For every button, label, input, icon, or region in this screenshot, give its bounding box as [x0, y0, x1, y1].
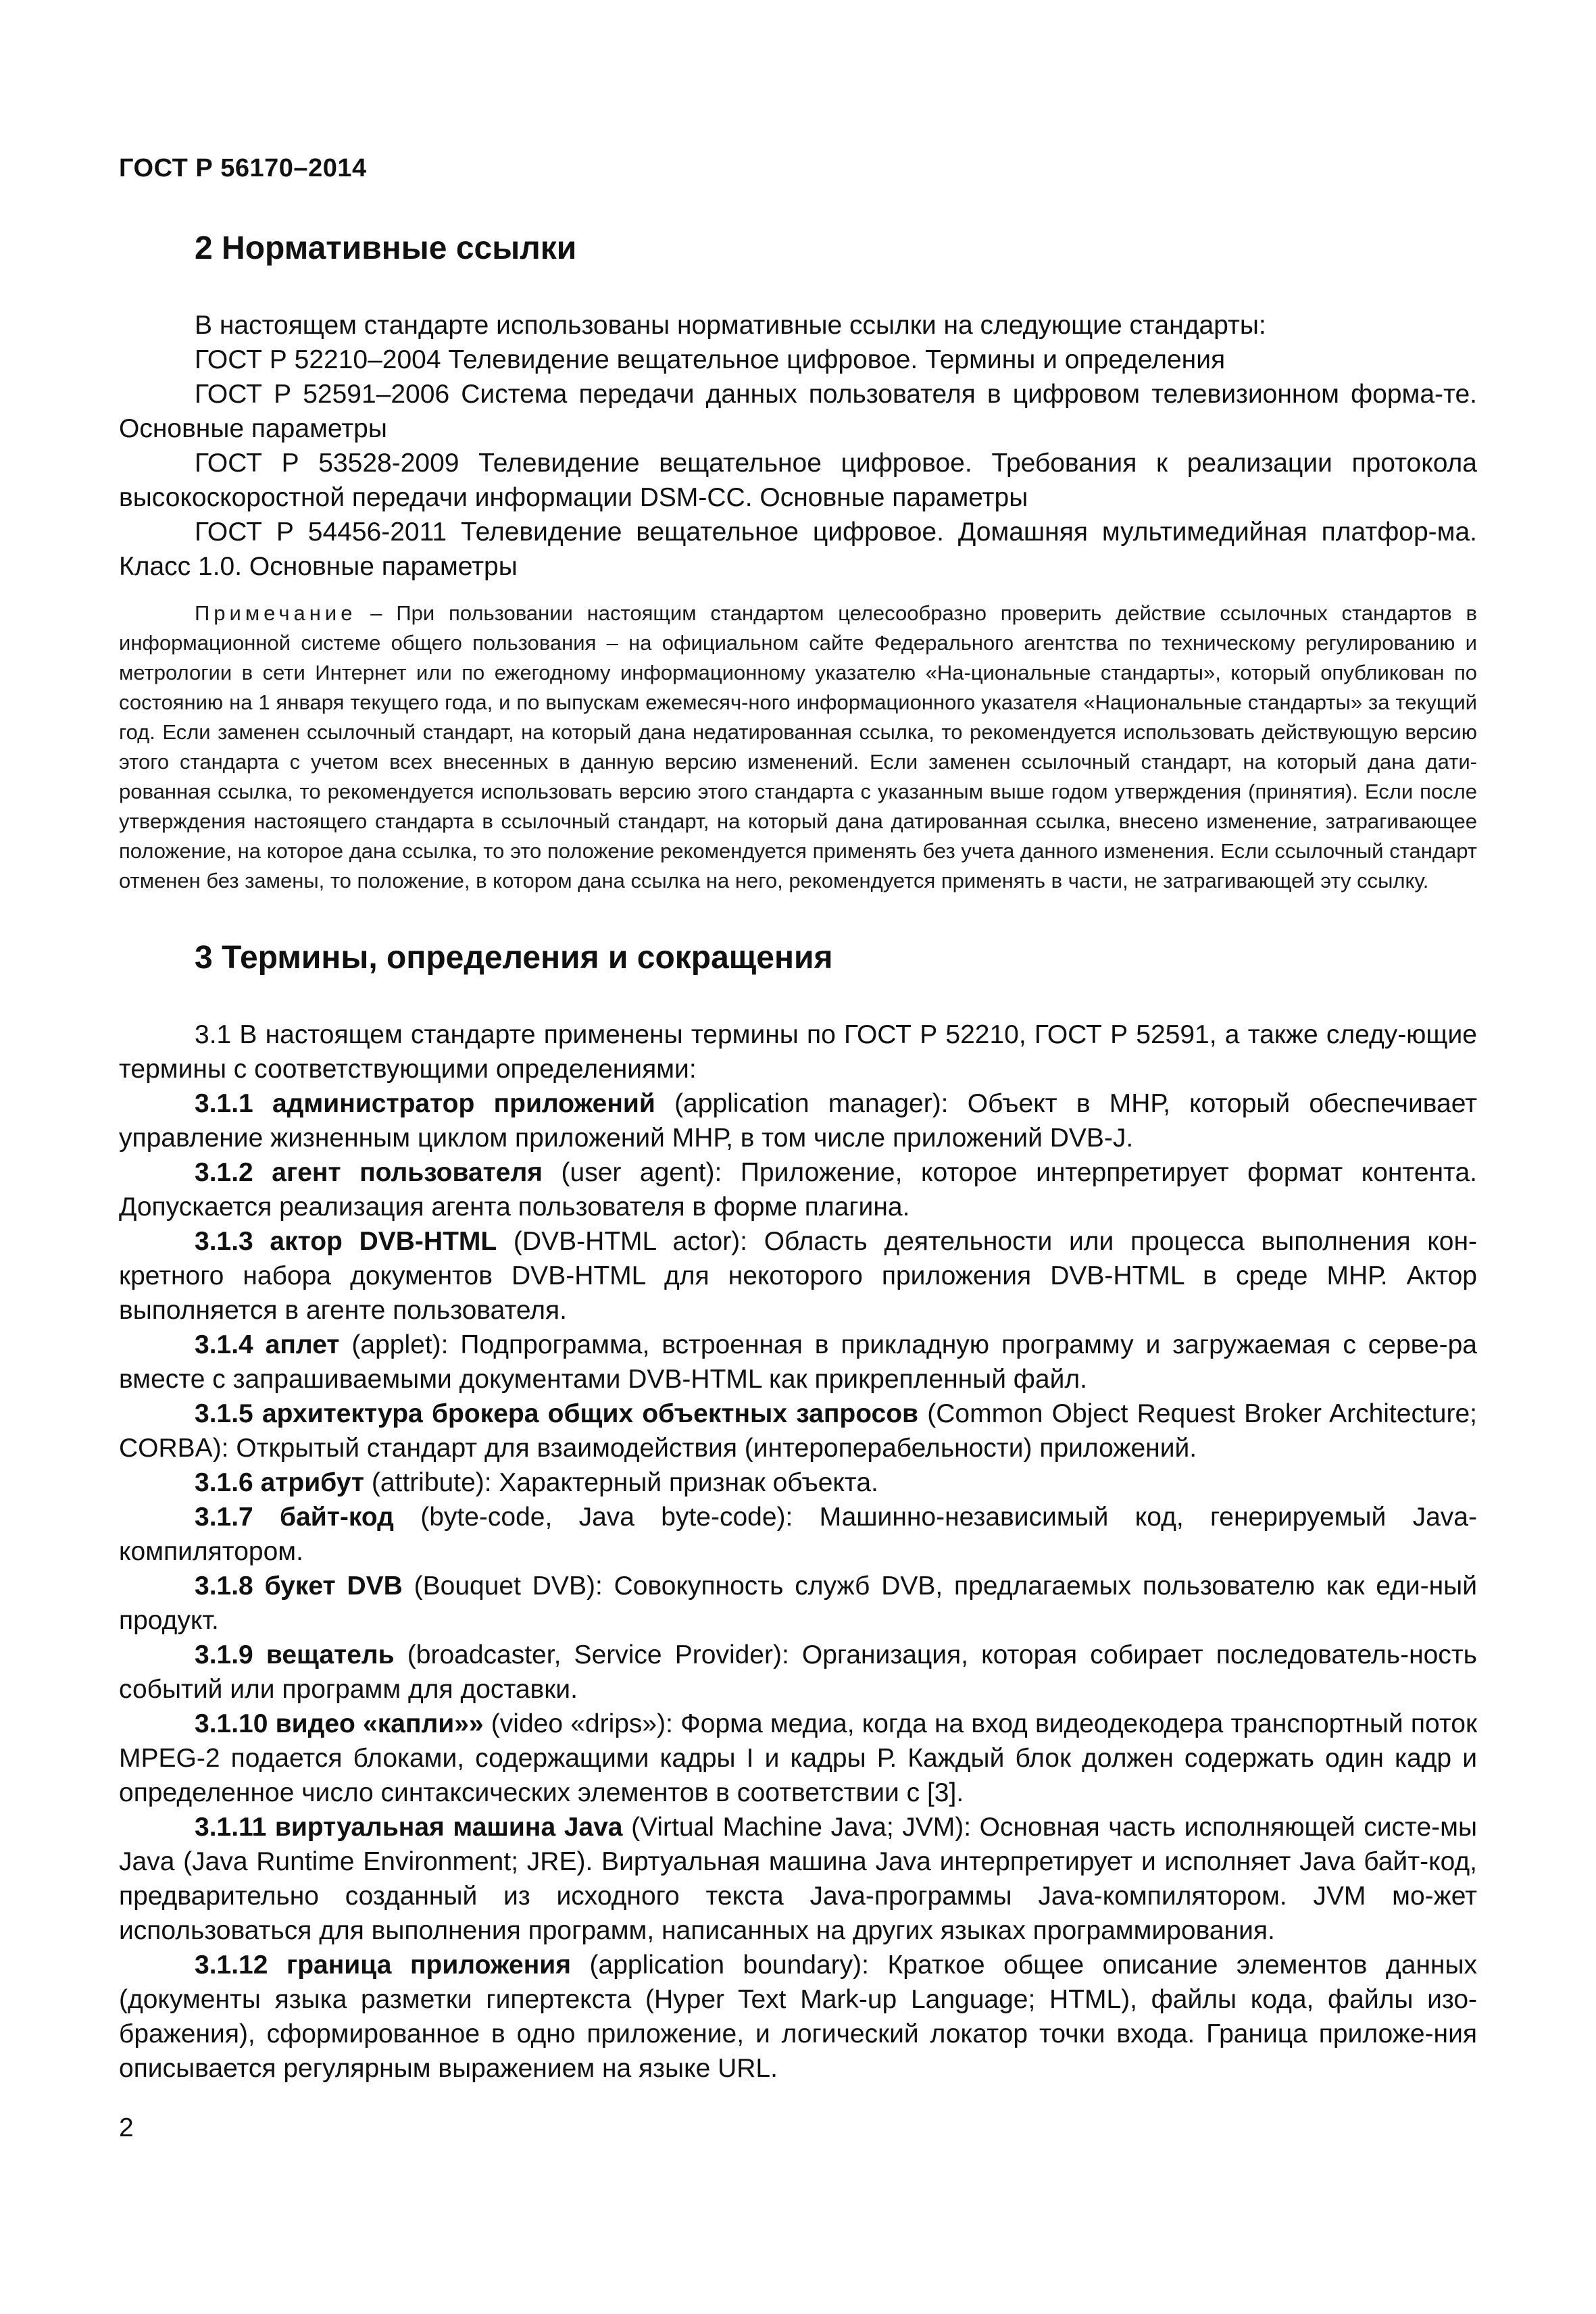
note-text: – При пользовании настоящим стандартом целесообразно проверить действие ссылочных стандартов в информационной системе общего пользования – на официальном сайте Федерального агентства по техническому регулированию и метрологии в сети Интернет или по ежегодному информационному указателю «На-циональные стандарты», который опубликован по состоянию на 1 января текущего года, и по выпускам ежемесяч-ного информационного указателя «Национальные стандарты» за текущий год. Если заменен ссылочный стандарт, на который дана недатированная ссылка, то рекомендуется использовать действующую версию этого стандарта с учетом всех внесенных в данную версию изменений. Если заменен ссылочный стандарт, на который дана дати-рованная ссылка, то рекомендуется использовать версию этого стандарта с указанным выше годом утверждения (принятия). Если после утверждения настоящего стандарта в ссылочный стандарт, на который дана датированная ссылка, внесено изменение, затрагивающее положение, на которое дана ссылка, то это положение рекомендуется применять без учета данного изменения. Если ссылочный стандарт отменен без замены, то положение, в котором дана ссылка на него, рекомендуется применять в части, не затрагивающей эту ссылку. — [119, 601, 1477, 892]
term-definition — [119, 1810, 1477, 1948]
reference-intro: В настоящем стандарте использованы нормативные ссылки на следующие стандарты: — [195, 311, 1266, 340]
term-text: (Bouquet DVB): Совокупность служб DVB, предлагаемых пользователю как еди-ный продукт. — [119, 1571, 1477, 1635]
reference-item: ГОСТ Р 54456-2011 Телевидение вещательное цифровое. Домашняя мультимедийная платфор-ма. Класс 1.0. Основные параметры — [119, 518, 1477, 581]
term-name: 3.1.11 виртуальная машина Java — [195, 1813, 623, 1842]
term-name: 3.1.6 атрибут — [195, 1468, 365, 1497]
term-definition — [119, 1569, 1477, 1638]
term-text: (application manager): Объект в МНР, который обеспечивает управление жизненным циклом приложений МНР, в том числе приложений DVB-J. — [119, 1089, 1477, 1153]
section-2-title: 2 Нормативные ссылки — [195, 230, 577, 266]
reference-note — [119, 599, 1477, 896]
term-text: (broadcaster, Service Provider): Организация, которая собирает последователь-ность событий или программ для доставки. — [119, 1640, 1477, 1704]
page-number: 2 — [119, 2113, 134, 2142]
term-name: 3.1.5 архитектура брокера общих объектных запросов — [195, 1399, 919, 1428]
term-definition — [119, 1465, 1477, 1500]
term-definition — [119, 1948, 1477, 2086]
section-terms-definitions — [119, 936, 1477, 2086]
term-name: 3.1.8 букет DVB — [195, 1571, 403, 1601]
page-content — [119, 227, 1477, 2086]
term-definition — [119, 1397, 1477, 1465]
term-name: 3.1.10 видео «капли»» — [195, 1709, 484, 1738]
term-name: 3.1.1 администратор приложений — [195, 1089, 655, 1118]
note-label: Примечание — [195, 601, 357, 625]
term-text: (Common Object Request Broker Architecture; CORBA): Открытый стандарт для взаимодействия (интероперабельности) приложений. — [119, 1399, 1477, 1463]
term-definition — [119, 1707, 1477, 1810]
term-text: (attribute): Характерный признак объекта. — [364, 1468, 878, 1497]
term-text: (applet): Подпрограмма, встроенная в прикладную программу и загружаемая с серве-ра вместе с запрашиваемыми документами DVB-HTML как прикрепленный файл. — [119, 1330, 1477, 1394]
term-name: 3.1.2 агент пользователя — [195, 1158, 543, 1187]
term-text: (DVB-HTML actor): Область деятельности или процесса выполнения кон-кретного набора документов DVB-HTML для некоторого приложения DVB-HTML в среде МНР. Актор выполняется в агенте пользователя. — [119, 1227, 1477, 1325]
term-definition — [119, 1086, 1477, 1155]
term-definition — [119, 1638, 1477, 1707]
standard-header: ГОСТ Р 56170–2014 — [119, 154, 367, 182]
section-normative-references — [119, 227, 1477, 896]
term-text: (user agent): Приложение, которое интерпретирует формат контента. Допускается реализация агента пользователя в форме плагина. — [119, 1158, 1478, 1222]
term-name: 3.1.12 граница приложения — [195, 1951, 571, 1980]
term-name: 3.1.7 байт-код — [195, 1503, 394, 1532]
term-text: (byte-code, Java byte-code): Машинно-независимый код, генерируемый Java-компилятором. — [119, 1503, 1477, 1566]
term-text: (video «drips»): Форма медиа, когда на вход видеодекодера транспортный поток MPEG-2 подается блоками, содержащими кадры I и кадры Р. Каждый блок должен содержать один кадр и определенное число синтаксических элементов в соответствии с [3]. — [119, 1709, 1478, 1807]
term-name: 3.1.3 актор DVB-HTML — [195, 1227, 497, 1256]
term-text: (application boundary): Краткое общее описание элементов данных (документы языка разметки гипертекста (Hyper Text Mark-up Language; HTML), файлы кода, файлы изо-бражения), сформированное в одно приложение, и логический локатор точки входа. Граница приложе-ния описывается регулярным выражением на языке URL. — [119, 1951, 1477, 2083]
term-text: (Virtual Machine Java; JVM): Основная часть исполняющей систе-мы Java (Java Runtime Environment; JRE). Виртуальная машина Java интерпретирует и исполняет Java байт-код, предварительно созданный из исходного текста Java-программы Java-компилятором. JVM мо-жет использоваться для выполнения программ, написанных на других языках программирования. — [119, 1813, 1477, 1945]
reference-item: ГОСТ Р 52210–2004 Телевидение вещательное цифровое. Термины и определения — [195, 345, 1226, 374]
reference-item: ГОСТ Р 52591–2006 Система передачи данных пользователя в цифровом телевизионном форма-те. Основные параметры — [119, 380, 1477, 443]
reference-item: ГОСТ Р 53528-2009 Телевидение вещательное цифровое. Требования к реализации протокола высокоскоростной передачи информации DSM-CC. Основные параметры — [119, 449, 1477, 512]
term-definition — [119, 1155, 1477, 1224]
term-name: 3.1.9 вещатель — [195, 1640, 395, 1669]
terms-intro: 3.1 В настоящем стандарте применены термины по ГОСТ Р 52210, ГОСТ Р 52591, а также следу-ющие термины с соответствующими определениями: — [119, 1020, 1477, 1084]
term-definition — [119, 1224, 1477, 1328]
term-name: 3.1.4 аплет — [195, 1330, 340, 1359]
section-3-title: 3 Термины, определения и сокращения — [195, 940, 833, 976]
term-definition — [119, 1500, 1477, 1569]
term-definition — [119, 1328, 1477, 1397]
